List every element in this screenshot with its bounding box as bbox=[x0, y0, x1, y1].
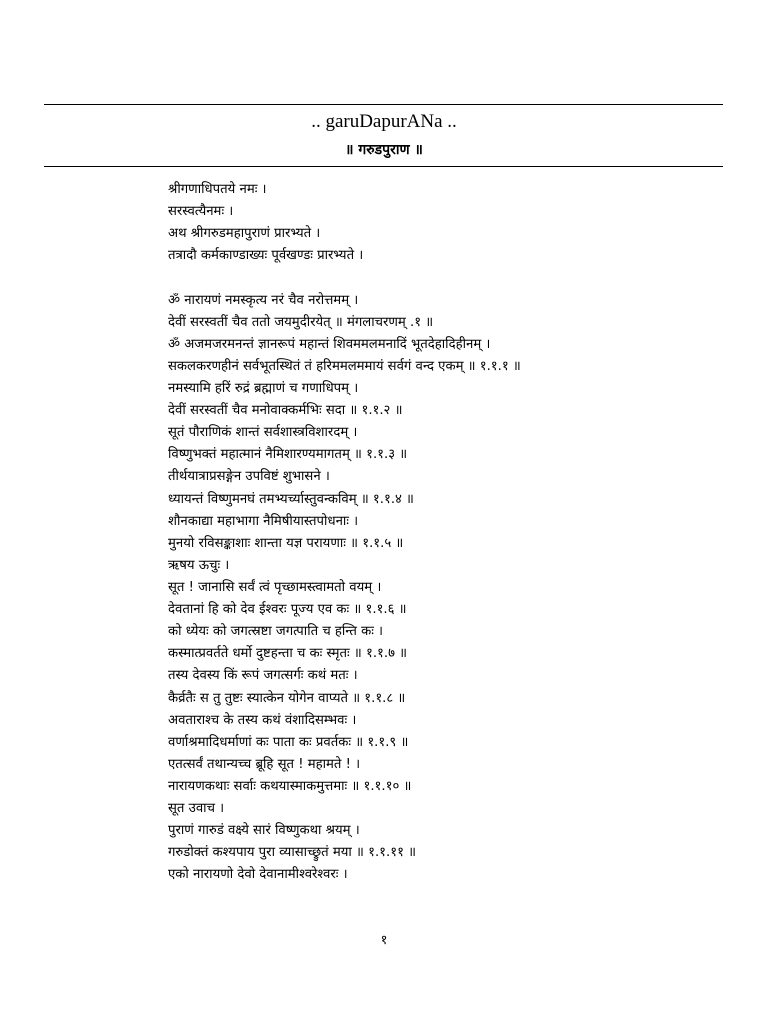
verse-line: सूतं पौराणिकं शान्तं सर्वशास्त्रविशारदम् । bbox=[168, 425, 358, 441]
verse-line: गरुडोक्तं कश्यपाय पुरा व्यासाच्छ्रुतं मया ॥ १.१.११ ॥ bbox=[168, 845, 417, 861]
verse-line: को ध्येयः को जगत्स्रष्टा जगत्पाति च हन्ति कः । bbox=[168, 624, 384, 640]
verse-line: शौनकाद्या महाभागा नैमिषीयास्तपोधनाः । bbox=[168, 513, 359, 529]
verse-line: सकलकरणहीनं सर्वभूतस्थितं तं हरिममलममायं सर्वगं वन्द एकम् ॥ १.१.१ ॥ bbox=[168, 358, 521, 374]
verse-line: नारायणकथाः सर्वाः कथयास्माकमुत्तमाः ॥ १.१.१० ॥ bbox=[168, 778, 412, 794]
page-title: .. garuDapurANa .. bbox=[311, 111, 457, 132]
verse-line: ऋषय ऊचुः । bbox=[168, 557, 230, 573]
top-rule bbox=[44, 104, 723, 105]
blank-line bbox=[168, 267, 521, 289]
verse-line: विष्णुभक्तं महात्मानं नैमिशारण्यमागतम् ॥ १.१.३ ॥ bbox=[168, 447, 408, 463]
page-number: १ bbox=[380, 933, 388, 948]
verse-line: देवतानां हि को देव ईश्वरः पूज्य एव कः ॥ १.१.६ ॥ bbox=[168, 602, 407, 618]
verse-line: अवताराश्च के तस्य कथं वंशादिसम्भवः । bbox=[168, 712, 357, 728]
verse-line: अथ श्रीगरुडमहापुराणं प्रारभ्यते । bbox=[168, 226, 321, 242]
verse-line: सरस्वत्यैनमः । bbox=[168, 204, 234, 220]
verse-line: देवीं सरस्वतीं चैव मनोवाक्कर्मभिः सदा ॥ १.१.२ ॥ bbox=[168, 403, 403, 419]
verse-line: तस्य देवस्य किं रूपं जगत्सर्गः कथं मतः । bbox=[168, 668, 358, 684]
verse-line: तत्रादौ कर्मकाण्डाख्यः पूर्वखण्डः प्रारभ्यते । bbox=[168, 248, 364, 264]
verse-line: वर्णाश्रमादिधर्माणां कः पाता कः प्रवर्तकः ॥ १.१.९ ॥ bbox=[168, 734, 409, 750]
verse-line: एको नारायणो देवो देवानामीश्वरेश्वरः । bbox=[168, 867, 348, 883]
verse-line: ध्यायन्तं विष्णुमनघं तमभ्यर्च्यास्तुवन्कविम् ॥ १.१.४ ॥ bbox=[168, 491, 414, 507]
verse-line: मुनयो रविसङ्काशाः शान्ता यज्ञ परायणाः ॥ १.१.५ ॥ bbox=[168, 535, 404, 551]
page-subtitle: ॥ गरुडपुराण ॥ bbox=[345, 142, 423, 158]
verse-line: कैर्व्रतैः स तु तुष्टः स्यात्केन योगेन वाप्यते ॥ १.१.८ ॥ bbox=[168, 690, 406, 706]
bottom-rule bbox=[44, 166, 723, 167]
verse-line: कस्मात्प्रवर्तते धर्मो दुष्टहन्ता च कः स्मृतः ॥ १.१.७ ॥ bbox=[168, 646, 408, 662]
verse-line: श्रीगणाधिपतये नमः । bbox=[168, 182, 267, 197]
verse-line: सूत ! जानासि सर्वं त्वं पृच्छामस्त्वामतो वयम् । bbox=[168, 579, 382, 595]
verse-line: ॐ नारायणं नमस्कृत्य नरं चैव नरोत्तमम् । bbox=[168, 292, 359, 308]
verse-text-block bbox=[168, 179, 521, 887]
verse-line: नमस्यामि हरिं रुद्रं ब्रह्माणं च गणाधिपम् । bbox=[168, 380, 359, 396]
verse-line: देवीं सरस्वतीं चैव ततो जयमुदीरयेत् ॥ मंगलाचरणम् .१ ॥ bbox=[168, 314, 434, 330]
verse-line: ॐ अजमजरमनन्तं ज्ञानरूपं महान्तं शिवममलमनादिं भूतदेहादिहीनम् । bbox=[168, 336, 491, 352]
verse-line: एतत्सर्वं तथान्यच्च ब्रूहि सूत ! महामते ! । bbox=[168, 756, 361, 772]
verse-line: सूत उवाच । bbox=[168, 801, 225, 817]
verse-line: तीर्थयात्राप्रसङ्गेन उपविष्टं शुभासने । bbox=[168, 469, 330, 485]
verse-line: पुराणं गारुडं वक्ष्ये सारं विष्णुकथा श्रयम् । bbox=[168, 823, 360, 839]
